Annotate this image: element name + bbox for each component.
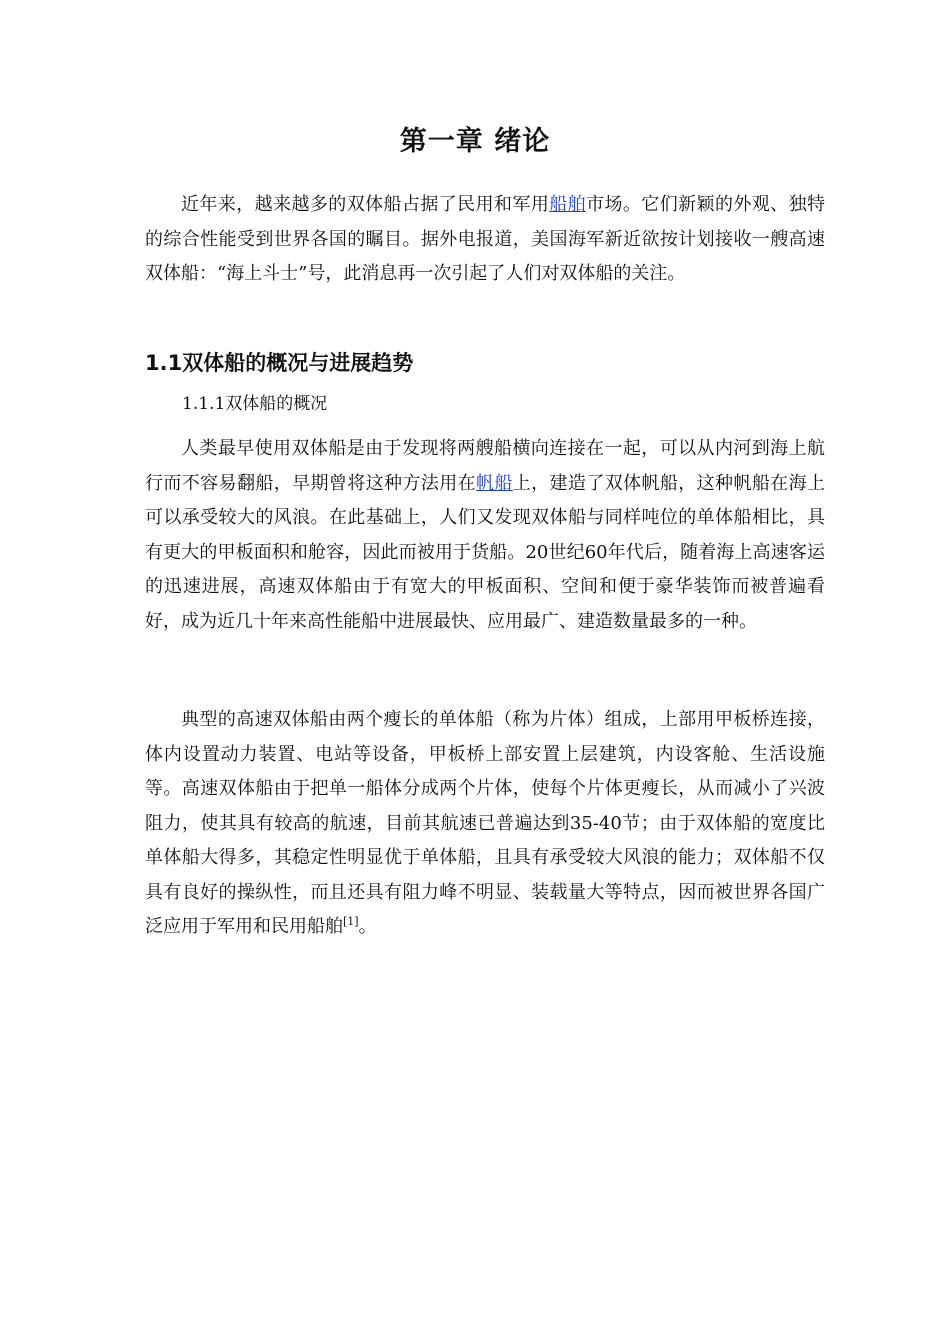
- history-text-after-link: 上，建造了双体帆船，这种帆船在海上可以承受较大的风浪。在此基础上，人们又发现双体船与同样吨位的单体船相比，具有更大的甲板面积和舱容，因此而被用于货船。20世纪60年代后，随着海上高速客运的迅速进展，高速双体船由于有宽大的甲板面积、空间和便于豪华装饰而被普遍看好，成为近几十年来高性能船中进展最快、应用最广、建造数量最多的一种。: [145, 472, 826, 632]
- citation-reference[interactable]: [1]: [343, 915, 359, 928]
- history-text-before-link: 人类最早使用双体船是由于发现将两艘船横向连接在一起，可以从内河到海上航行而不容易翻船，早期曾将这种方法用在: [145, 438, 825, 494]
- structure-text-ending: 。: [358, 916, 377, 937]
- sailboat-link[interactable]: 帆船: [476, 472, 513, 494]
- intro-paragraph: [145, 188, 825, 292]
- chapter-title: 第一章 绪论: [399, 126, 551, 157]
- subsection-heading: 1.1.1双体船的概况: [182, 394, 328, 414]
- section-heading: 1.1双体船的概况与进展趋势: [145, 351, 414, 375]
- intro-text-before-link: 近年来，越来越多的双体船占据了民用和军用: [181, 194, 550, 215]
- history-paragraph: [145, 432, 825, 639]
- ships-link[interactable]: 船舶: [549, 194, 587, 215]
- structure-paragraph: [145, 703, 825, 945]
- intro-text-after-link: 市场。它们新颖的外观、独特的综合性能受到世界各国的瞩目。据外电报道，美国海军新近欲按计划接收一艘高速双体船：“海上斗士”号，此消息再一次引起了人们对双体船的关注。: [145, 194, 826, 284]
- structure-text: 典型的高速双体船由两个瘦长的单体船（称为片体）组成，上部用甲板桥连接，体内设置动力装置、电站等设备，甲板桥上部安置上层建筑，内设客舱、生活设施等。高速双体船由于把单一船体分成两个片体，使每个片体更瘦长，从而减小了兴波阻力，使其具有较高的航速，目前其航速已普遍达到35-40节；由于双体船的宽度比单体船大得多，其稳定性明显优于单体船，且具有承受较大风浪的能力；双体船不仅具有良好的操纵性，而且还具有阻力峰不明显、装载量大等特点，因而被世界各国广泛应用于军用和民用船舶: [145, 709, 825, 937]
